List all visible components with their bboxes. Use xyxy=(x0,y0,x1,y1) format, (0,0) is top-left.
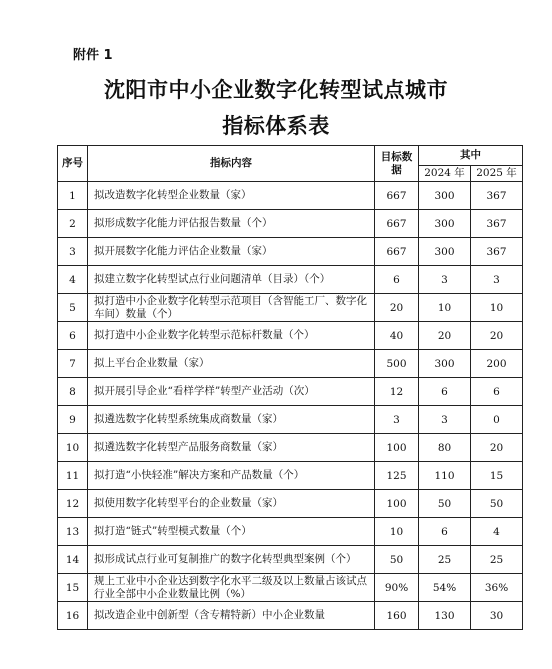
table-row xyxy=(58,518,523,546)
cell-target: 100 xyxy=(375,434,419,462)
cell-seq: 10 xyxy=(58,434,88,462)
cell-target: 6 xyxy=(375,266,419,294)
cell-target: 100 xyxy=(375,490,419,518)
cell-indicator: 拟使用数字化转型平台的企业数量（家） xyxy=(88,490,375,518)
cell-target: 500 xyxy=(375,350,419,378)
cell-2025: 4 xyxy=(471,518,523,546)
table-row xyxy=(58,266,523,294)
cell-seq: 8 xyxy=(58,378,88,406)
table-row xyxy=(58,378,523,406)
cell-target: 667 xyxy=(375,238,419,266)
attachment-label: 附件 1 xyxy=(73,48,113,63)
cell-seq: 9 xyxy=(58,406,88,434)
cell-indicator: 拟改造企业中创新型（含专精特新）中小企业数量 xyxy=(88,602,375,630)
cell-target: 12 xyxy=(375,378,419,406)
cell-2024: 80 xyxy=(419,434,471,462)
table-row xyxy=(58,490,523,518)
cell-target: 10 xyxy=(375,518,419,546)
cell-indicator: 拟上平台企业数量（家） xyxy=(88,350,375,378)
cell-2024: 300 xyxy=(419,182,471,210)
cell-target: 125 xyxy=(375,462,419,490)
cell-seq: 11 xyxy=(58,462,88,490)
cell-indicator: 拟打造中小企业数字化转型示范标杆数量（个） xyxy=(88,322,375,350)
cell-seq: 12 xyxy=(58,490,88,518)
document-title: 沈阳市中小企业数字化转型试点城市 xyxy=(104,78,448,102)
cell-indicator: 拟形成数字化能力评估报告数量（个） xyxy=(88,210,375,238)
cell-indicator: 拟开展引导企业“看样学样”转型产业活动（次） xyxy=(88,378,375,406)
cell-2024: 20 xyxy=(419,322,471,350)
cell-2025: 6 xyxy=(471,378,523,406)
cell-seq: 1 xyxy=(58,182,88,210)
cell-seq: 3 xyxy=(58,238,88,266)
cell-indicator: 拟遴选数字化转型产品服务商数量（家） xyxy=(88,434,375,462)
cell-2024: 25 xyxy=(419,546,471,574)
cell-indicator: 拟形成试点行业可复制推广的数字化转型典型案例（个） xyxy=(88,546,375,574)
document-subtitle: 指标体系表 xyxy=(222,114,330,138)
cell-2025: 50 xyxy=(471,490,523,518)
cell-2025: 36% xyxy=(471,574,523,602)
table-row xyxy=(58,462,523,490)
cell-2025: 3 xyxy=(471,266,523,294)
cell-seq: 5 xyxy=(58,294,88,322)
cell-2025: 15 xyxy=(471,462,523,490)
cell-target: 20 xyxy=(375,294,419,322)
cell-2024: 3 xyxy=(419,406,471,434)
table-row xyxy=(58,602,523,630)
cell-seq: 15 xyxy=(58,574,88,602)
cell-target: 90% xyxy=(375,574,419,602)
header-2024: 2024 年 xyxy=(419,166,471,182)
cell-2024: 110 xyxy=(419,462,471,490)
cell-2025: 30 xyxy=(471,602,523,630)
cell-2024: 300 xyxy=(419,350,471,378)
table-row xyxy=(58,294,523,322)
cell-target: 50 xyxy=(375,546,419,574)
cell-2025: 0 xyxy=(471,406,523,434)
cell-2024: 300 xyxy=(419,238,471,266)
cell-indicator: 拟打造中小企业数字化转型示范项目（含智能工厂、数字化车间）数量（个） xyxy=(88,294,375,322)
cell-2025: 200 xyxy=(471,350,523,378)
cell-seq: 16 xyxy=(58,602,88,630)
cell-2024: 6 xyxy=(419,518,471,546)
cell-2024: 130 xyxy=(419,602,471,630)
cell-2024: 50 xyxy=(419,490,471,518)
table-row xyxy=(58,350,523,378)
cell-2025: 367 xyxy=(471,238,523,266)
cell-indicator: 拟遴选数字化转型系统集成商数量（家） xyxy=(88,406,375,434)
cell-target: 667 xyxy=(375,182,419,210)
cell-seq: 7 xyxy=(58,350,88,378)
cell-target: 3 xyxy=(375,406,419,434)
header-seq: 序号 xyxy=(58,146,88,182)
table-row xyxy=(58,210,523,238)
header-indicator: 指标内容 xyxy=(88,146,375,182)
cell-2025: 367 xyxy=(471,182,523,210)
cell-indicator: 规上工业中小企业达到数字化水平二级及以上数量占该试点行业全部中小企业数量比例（%） xyxy=(88,574,375,602)
indicator-table xyxy=(57,145,523,630)
cell-2025: 20 xyxy=(471,434,523,462)
cell-2025: 367 xyxy=(471,210,523,238)
header-2025: 2025 年 xyxy=(471,166,523,182)
table-row xyxy=(58,322,523,350)
table-row xyxy=(58,574,523,602)
cell-seq: 2 xyxy=(58,210,88,238)
cell-seq: 4 xyxy=(58,266,88,294)
cell-seq: 14 xyxy=(58,546,88,574)
cell-indicator: 拟建立数字化转型试点行业问题清单（目录）（个） xyxy=(88,266,375,294)
cell-2024: 300 xyxy=(419,210,471,238)
cell-2024: 6 xyxy=(419,378,471,406)
cell-target: 160 xyxy=(375,602,419,630)
cell-indicator: 拟打造“链式”转型模式数量（个） xyxy=(88,518,375,546)
cell-indicator: 拟开展数字化能力评估企业数量（家） xyxy=(88,238,375,266)
cell-2024: 10 xyxy=(419,294,471,322)
cell-2025: 25 xyxy=(471,546,523,574)
table-row xyxy=(58,546,523,574)
header-among: 其中 xyxy=(419,146,523,166)
table-row xyxy=(58,182,523,210)
cell-indicator: 拟改造数字化转型企业数量（家） xyxy=(88,182,375,210)
cell-indicator: 拟打造“小快轻准”解决方案和产品数量（个） xyxy=(88,462,375,490)
table-row xyxy=(58,434,523,462)
cell-2025: 20 xyxy=(471,322,523,350)
cell-target: 40 xyxy=(375,322,419,350)
header-target: 目标数据 xyxy=(375,146,419,182)
cell-2024: 54% xyxy=(419,574,471,602)
table-row xyxy=(58,238,523,266)
cell-2024: 3 xyxy=(419,266,471,294)
cell-2025: 10 xyxy=(471,294,523,322)
cell-target: 667 xyxy=(375,210,419,238)
cell-seq: 6 xyxy=(58,322,88,350)
table-row xyxy=(58,406,523,434)
cell-seq: 13 xyxy=(58,518,88,546)
